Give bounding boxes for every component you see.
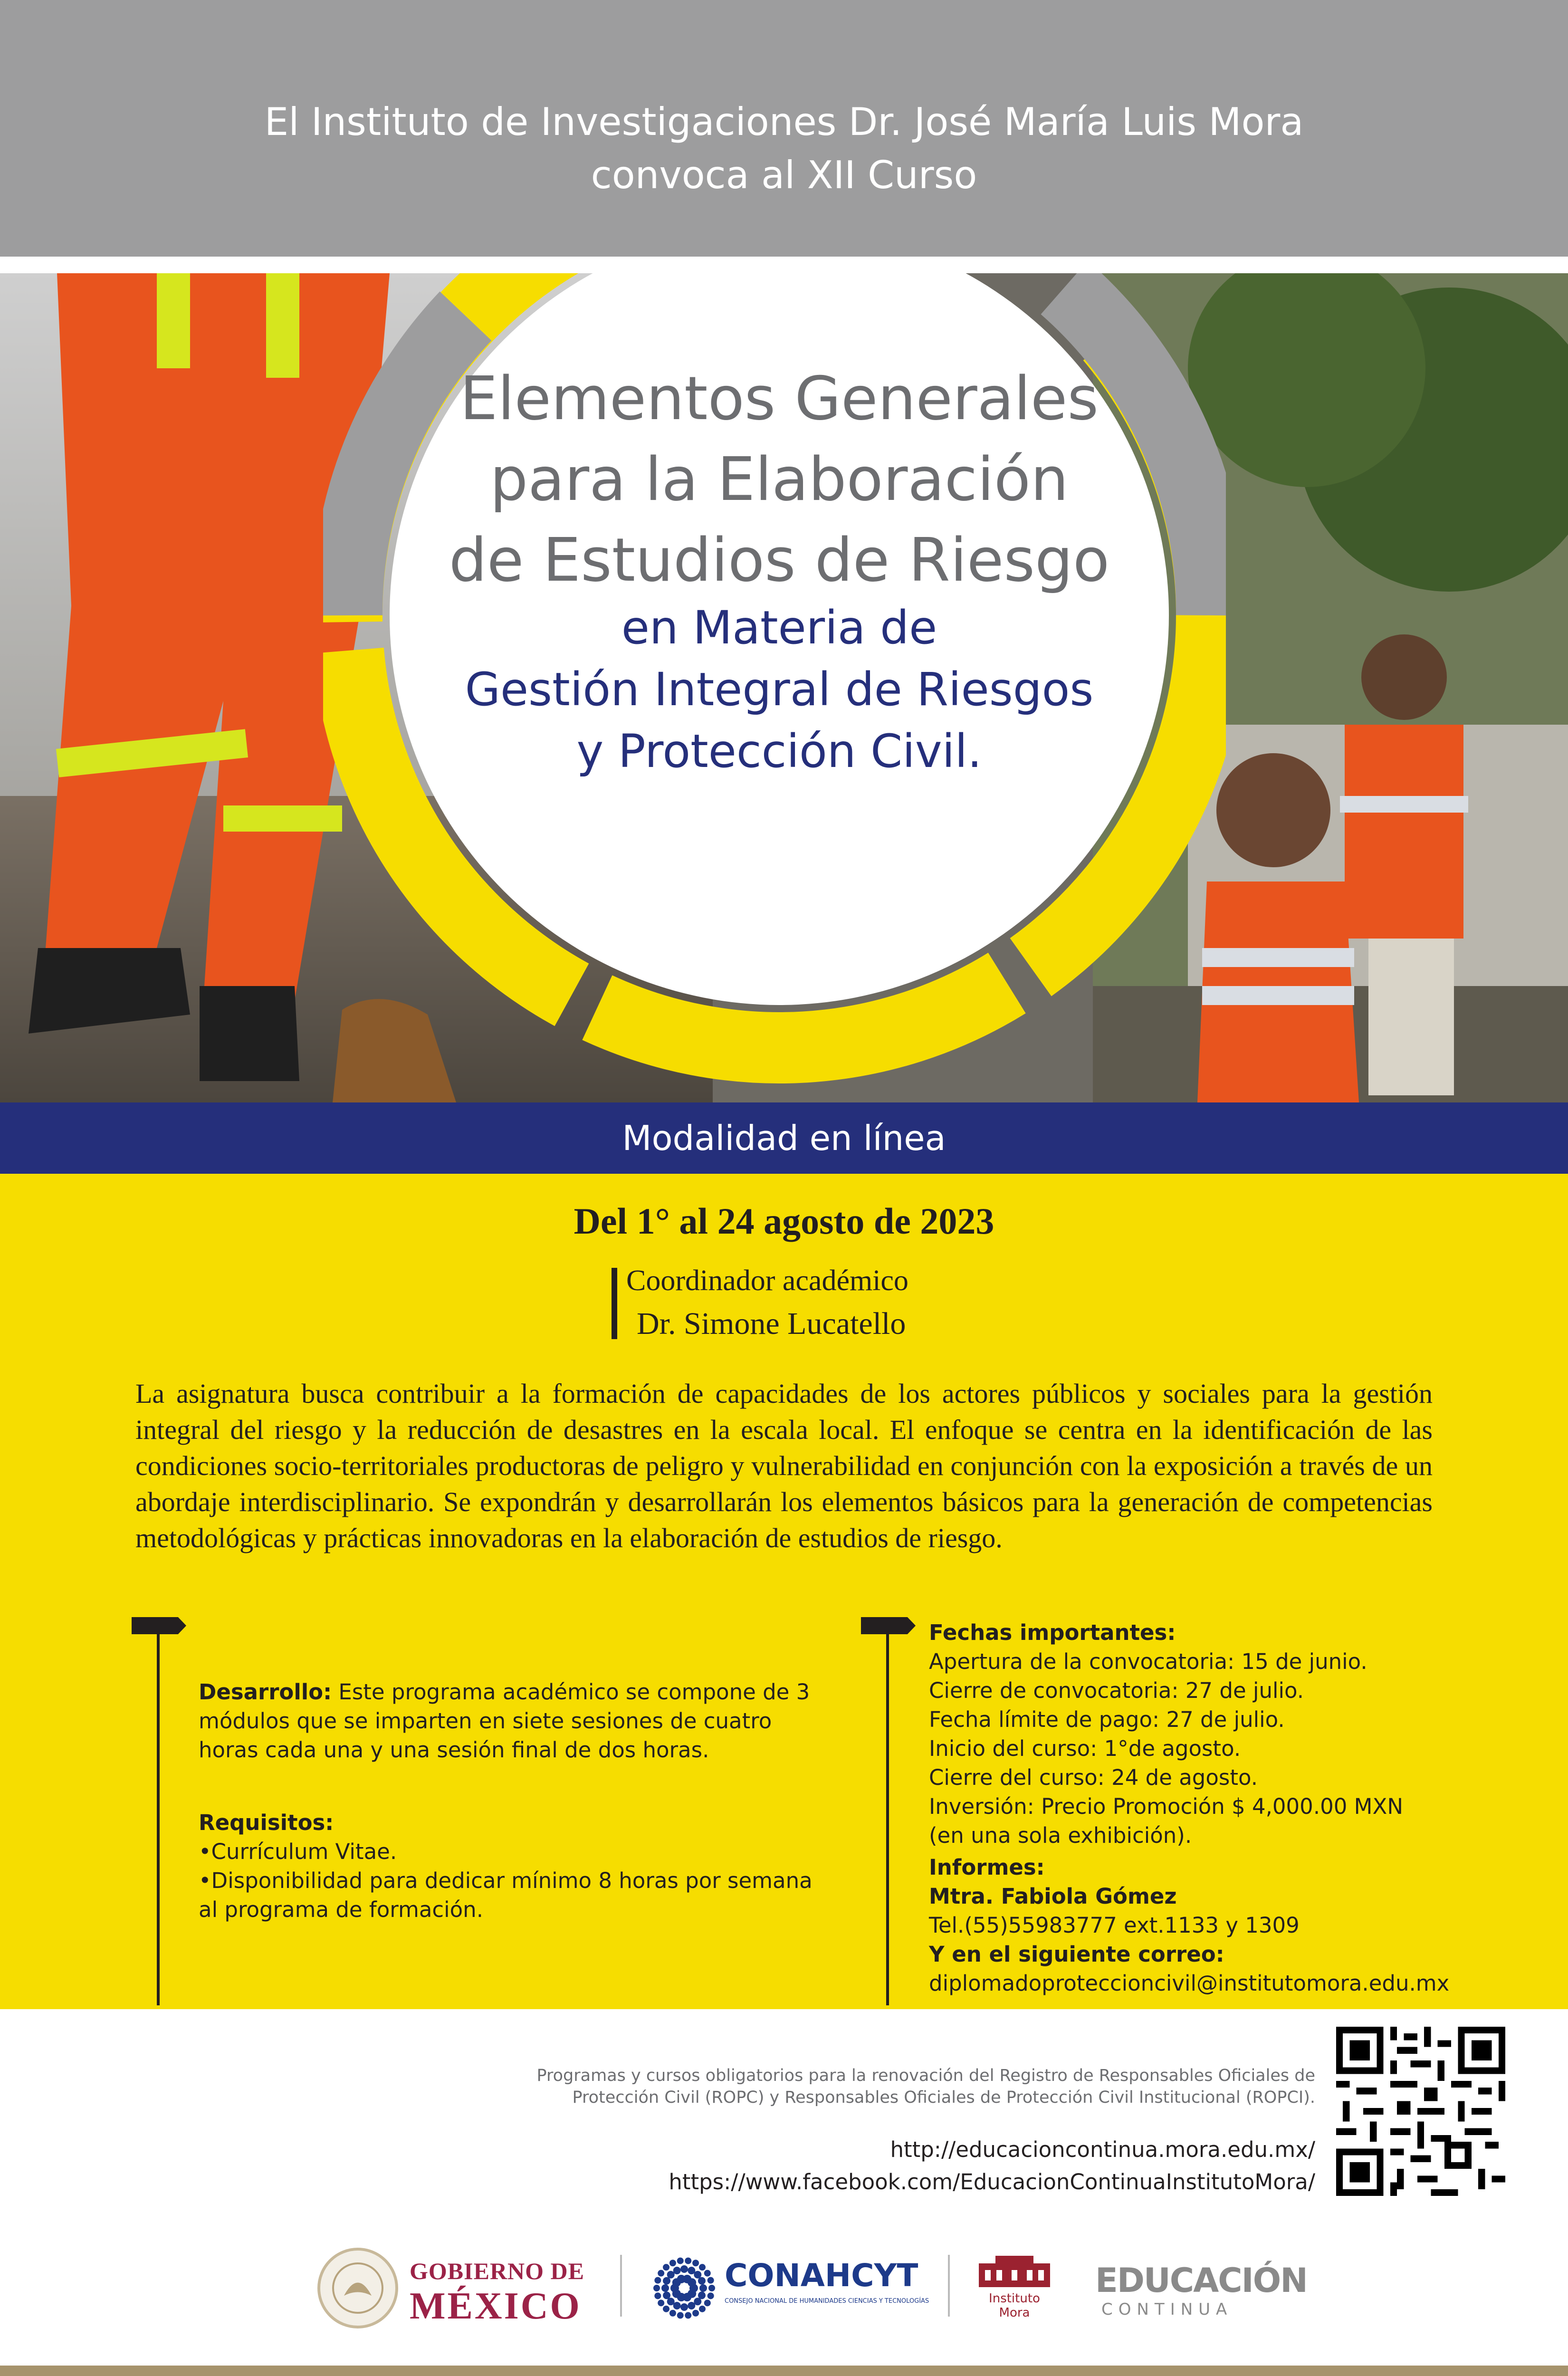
right-column-line [886, 1632, 889, 2005]
mexico-seal-logo [317, 2248, 398, 2328]
course-description: La asignatura busca contribuir a la formación de capacidades de los actores públicos y sociales para la gestión integral del riesgo y la reducción de desastres en la escala local. El enfoque se centra en la identificación de las condiciones socio-territoriales productoras de peligro y vulnerabilidad en conjunción con la exposición a través de un abordaje interdisciplinario. Se expondrán y desarrollarán los elementos básicos para la generación de competencias metodológicas y prácticas innovadoras en la elaboración de estudios de riesgo. [135, 1378, 1433, 1553]
requisito-1: •Currículum Vitae. [199, 1839, 397, 1864]
desarrollo-text: Este programa académico se compone de 3 módulos que se imparten en siete sesiones de cuatro horas cada una y una sesión final de dos horas. [199, 1679, 810, 1763]
requisitos-label: Requisitos: [199, 1810, 334, 1835]
qr-code[interactable] [1336, 2027, 1505, 2196]
ropc-note: Programas y cursos obligatorios para la renovación del Registro de Responsables Oficiales de Protección Civil (ROPC) y Responsables Oficiales de Protección Civil Institucional (ROPCI). [536, 2066, 1315, 2107]
fecha-item: Cierre del curso: 24 de agosto. [929, 1765, 1258, 1790]
modality-band: Modalidad en línea [0, 1102, 1568, 1174]
contact-name: Mtra. Fabiola Gómez [929, 1884, 1177, 1909]
conahcyt-name: CONAHCYT [725, 2257, 918, 2294]
educacion-logo-line-1: EDUCACIÓN [1095, 2261, 1307, 2300]
title-main-1: Elementos Generales [459, 364, 1099, 433]
coordinator-bar [612, 1268, 617, 1339]
right-column-marker [861, 1617, 916, 1634]
fecha-item: (en una sola exhibición). [929, 1823, 1192, 1848]
title-sub-3: y Protección Civil. [576, 725, 982, 778]
logo-divider [620, 2255, 622, 2317]
gobierno-line-2: MÉXICO [410, 2285, 582, 2327]
bottom-bar [0, 2366, 1568, 2376]
header-banner [0, 0, 1568, 257]
coordinator-label: Coordinador académico [626, 1265, 908, 1297]
mora-line-1: Instituto [989, 2291, 1040, 2306]
facebook-link[interactable]: https://www.facebook.com/EducacionContinuaInstitutoMora/ [669, 2169, 1315, 2194]
logo-divider [948, 2255, 950, 2317]
photo-band [0, 273, 1568, 1102]
left-column-line [157, 1632, 160, 2005]
correo-label: Y en el siguiente correo: [929, 1942, 1224, 1967]
title-main-2: para la Elaboración [490, 444, 1069, 514]
gobierno-line-1: GOBIERNO DE [410, 2258, 585, 2284]
desarrollo-label: Desarrollo: [199, 1679, 332, 1705]
course-dates: Del 1° al 24 agosto de 2023 [574, 1200, 994, 1242]
title-main-3: de Estudios de Riesgo [449, 525, 1110, 595]
requisito-2: •Disponibilidad para dedicar mínimo 8 horas por semana al programa de formación. [199, 1868, 813, 1922]
fecha-item: Inicio del curso: 1°de agosto. [929, 1736, 1241, 1761]
instituto-mora-building-icon [976, 2255, 1052, 2288]
educacion-continua-link[interactable]: http://educacioncontinua.mora.edu.mx/ [890, 2137, 1315, 2162]
coordinator-name: Dr. Simone Lucatello [637, 1306, 906, 1341]
title-sub-2: Gestión Integral de Riesgos [465, 663, 1094, 716]
fecha-item: Inversión: Precio Promoción $ 4,000.00 MXN [929, 1794, 1403, 1819]
conahcyt-dots-icon [646, 2250, 722, 2326]
educacion-logo-line-2: CONTINUA [1101, 2300, 1233, 2319]
conahcyt-subtitle: CONSEJO NACIONAL DE HUMANIDADES CIENCIAS Y TECNOLOGÍAS [725, 2298, 929, 2305]
header-line-1: El Instituto de Investigaciones Dr. José María Luis Mora [264, 100, 1304, 144]
title-sub-1: en Materia de [621, 601, 937, 654]
fecha-item: Fecha límite de pago: 27 de julio. [929, 1707, 1285, 1732]
fecha-item: Apertura de la convocatoria: 15 de junio. [929, 1649, 1367, 1674]
eagle-emblem-icon [320, 2251, 395, 2326]
contact-phone: Tel.(55)55983777 ext.1133 y 1309 [929, 1913, 1300, 1938]
header-line-2: convoca al XII Curso [591, 153, 977, 197]
desarrollo-block [199, 1677, 816, 1764]
fechas-block [929, 1618, 1523, 1998]
fechas-label: Fechas importantes: [929, 1620, 1176, 1645]
informes-label: Informes: [929, 1855, 1045, 1880]
contact-email[interactable]: diplomadoproteccioncivil@institutomora.edu.mx [929, 1971, 1450, 1996]
mora-line-2: Mora [999, 2306, 1030, 2320]
requisitos-block [199, 1808, 816, 1924]
left-column-marker [132, 1617, 186, 1634]
fecha-item: Cierre de convocatoria: 27 de julio. [929, 1678, 1304, 1703]
